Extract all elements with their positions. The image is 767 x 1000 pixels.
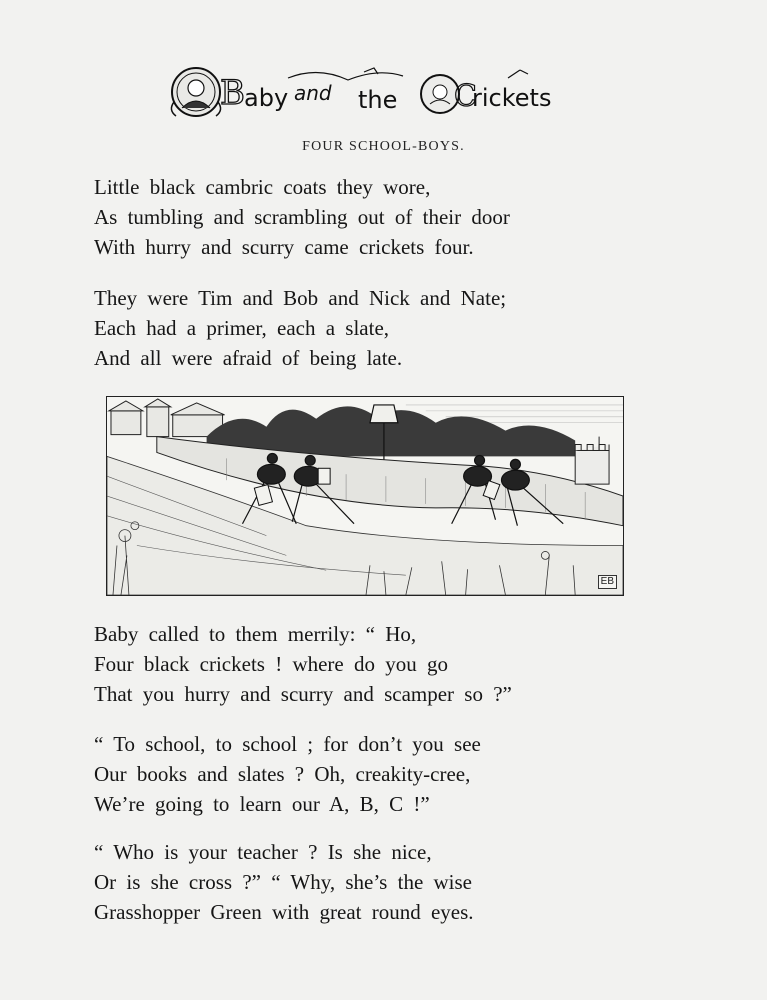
verse-line: Baby called to them merrily: “ Ho, [94,622,417,646]
verse-line: “ Who is your teacher ? Is she nice, [94,840,432,864]
engraving-svg [107,397,623,595]
stanza-4 [94,729,664,819]
village-houses [109,399,225,437]
title-word-and: and [294,81,332,105]
baby-medallion-icon [171,68,220,116]
verse-line: Each had a primer, each a slate, [94,316,390,340]
stanza-3 [94,619,664,709]
cricket-antenna-icon [508,70,528,78]
verse-line: With hurry and scurry came crickets four. [94,235,474,259]
crickets-to-school-illustration [106,396,624,596]
verse-line: Grasshopper Green with great round eyes. [94,900,474,924]
chapter-subtitle: FOUR SCHOOL-BOYS. [302,139,465,154]
sky-hatching [406,405,623,423]
verse-line: That you hurry and scurry and scamper so ?” [94,682,512,706]
verse-line: They were Tim and Bob and Nick and Nate; [94,286,507,310]
verse-line: Or is she cross ?” “ Why, she’s the wise [94,870,473,894]
title-initial-c: C [454,79,477,114]
title-word-aby: aby [244,84,289,112]
verse-line: Our books and slates ? Oh, creakity-cree, [94,762,471,786]
stanza-1 [94,172,664,262]
castle-tower-icon [575,437,609,485]
title-word-the: the [358,86,398,114]
verse-line: As tumbling and scrambling out of their door [94,205,510,229]
verse-line: Four black crickets ! where do you go [94,652,448,676]
stanza-2 [94,283,664,373]
title-initial-b: B [220,73,245,113]
verse-line: Little black cambric coats they wore, [94,175,431,199]
verse-line: And all were afraid of being late. [94,346,403,370]
decorative-title [168,64,578,120]
cricket-flourish-icon [288,72,403,80]
verse-line: “ To school, to school ; for don’t you see [94,732,481,756]
artist-monogram: EB [598,575,617,589]
verse-line: We’re going to learn our A, B, C !” [94,792,430,816]
title-word-rickets: rickets [472,84,552,112]
stanza-5 [94,837,664,927]
title-lettering-svg [168,64,578,120]
